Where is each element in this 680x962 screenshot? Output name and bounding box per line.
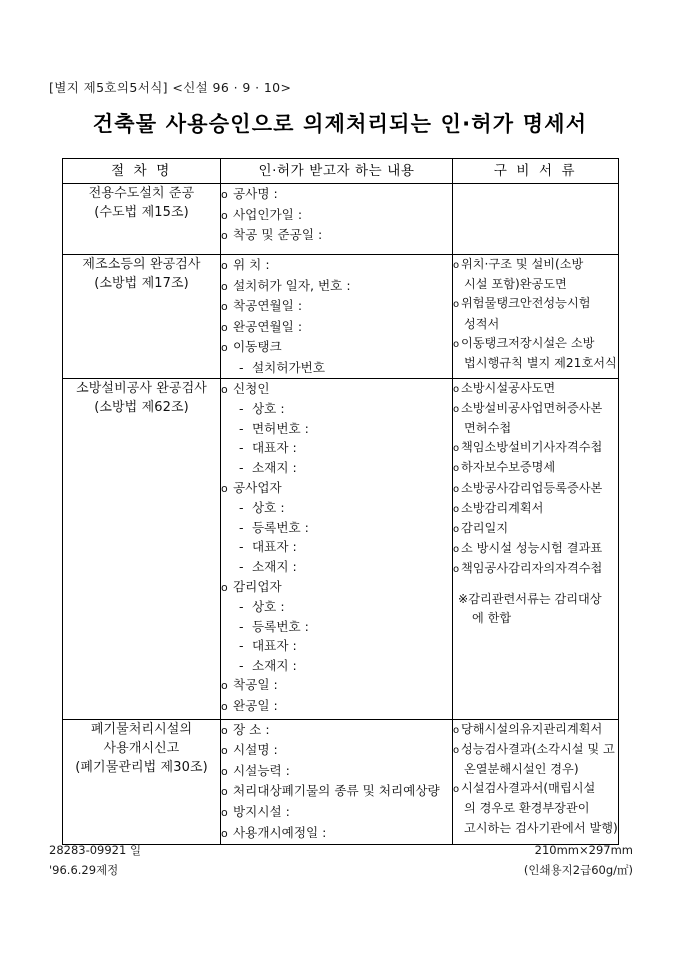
dash-bullet-icon: - [239,440,244,456]
procedure-line: 사용개시신고 [103,740,180,756]
circle-bullet-icon: o [221,723,228,737]
list-item [221,557,452,577]
list-item [221,438,452,458]
page-footer [49,840,633,880]
circle-bullet-icon: o [453,523,460,535]
list-item [221,656,452,676]
procedure-line: 제조소등의 완공검사 [82,257,201,272]
table-row [63,719,619,844]
circle-bullet-icon: o [453,299,460,311]
procedure-cell [63,719,221,844]
list-item [453,275,618,294]
list-item [221,296,452,317]
list-item-label: 시설능력 : [233,762,290,778]
procedure-line: (소방법 제17조) [94,276,189,291]
procedure-line: (폐기물관리법 제30조) [75,759,208,775]
list-item [453,559,618,579]
list-item [453,255,618,275]
list-item-label: 시설 포함)완공도면 [464,277,567,292]
list-item-label: 완공일 : [233,698,278,714]
item-list [221,184,452,246]
circle-bullet-icon: o [221,805,228,819]
list-item-label: 대표자 : [252,440,297,456]
list-item [221,379,452,400]
list-item [221,696,452,717]
item-list [221,379,452,717]
list-item [221,276,452,297]
documents-cell [453,719,619,844]
list-item [453,799,618,818]
list-item-label: 책임소방설비기사자격수첩 [461,440,603,455]
circle-bullet-icon: o [453,383,460,395]
procedure-line: 전용수도설치 준공 [88,186,195,201]
list-item-label: 위험물탱크안전성능시험 [461,296,591,311]
footer-doc-number: 28283-09921 일 [49,843,142,857]
list-item [453,519,618,539]
list-item [221,458,452,478]
circle-bullet-icon: o [221,229,228,243]
footer-row-top [49,840,633,860]
list-item-label: 시설검사결과서(매립시설 [461,781,596,796]
list-item [453,379,618,399]
list-item-label: 책임공사감리자의자격수첩 [461,561,603,576]
page-title: 건축물 사용승인으로 의제처리되는 인·허가 명세서 [92,112,588,136]
circle-bullet-icon: o [453,260,460,271]
circle-bullet-icon: o [221,826,228,840]
list-item [221,802,452,823]
item-list [453,255,618,373]
circle-bullet-icon: o [221,188,228,201]
list-item [453,819,618,838]
list-item [453,499,618,519]
documents-cell [453,255,619,379]
dash-bullet-icon: - [239,500,244,516]
procedure-line: 소방설비공사 완공검사 [76,380,207,396]
documents-cell [453,184,619,255]
list-item-label: 이동탱크저장시설은 소방 [461,335,595,350]
list-item-label: 방지시설 : [233,803,290,819]
list-item [221,675,452,696]
list-item [221,537,452,557]
list-item-label: 사업인가일 : [233,206,303,222]
list-item-label: 감리업자 [233,578,282,594]
procedure-cell [63,184,221,255]
list-item-label: 처리대상폐기물의 종류 및 처리예상량 [233,783,440,799]
circle-bullet-icon: o [453,544,460,556]
circle-bullet-icon: o [221,259,228,272]
list-item [453,779,618,799]
list-item-label: 착공 및 준공일 : [233,227,323,243]
content-cell [221,378,453,719]
table-row [63,255,619,379]
list-item [453,609,618,628]
list-item-label: 사용개시예정일 : [233,824,327,840]
circle-bullet-icon: o [453,744,460,756]
list-item-label: 상호 : [252,401,285,417]
table-header [63,159,619,184]
list-item-label: 신청인 [233,380,270,396]
list-item-label: 착공일 : [233,677,278,693]
list-item [453,294,618,314]
list-item-label: 설치허가번호 [252,359,325,375]
circle-bullet-icon: o [221,580,228,594]
content-cell [221,719,453,844]
list-item [221,761,452,782]
circle-bullet-icon: o [453,483,460,495]
footer-enactment-date: '96.6.29제정 [49,863,119,877]
list-item-label: 법시행규칙 별지 제21호서식 [464,356,617,371]
list-item [221,636,452,656]
list-item [221,205,452,226]
list-item-label: 등록번호 : [252,519,309,535]
list-item [221,399,452,419]
list-item-label: 감리일지 [461,520,509,535]
circle-bullet-icon: o [453,784,460,796]
list-item-label: 면허수첩 [464,420,512,435]
list-item-label: 대표자 : [252,539,297,555]
list-item-label: 소재지 : [252,657,297,673]
dash-bullet-icon: - [239,558,244,574]
procedure-line: (수도법 제15조) [94,205,189,220]
item-list [221,720,452,844]
list-item-label: 소재지 : [252,459,297,475]
procedure-line: 폐기물처리시설의 [90,721,193,737]
list-item-label: 성적서 [464,316,500,331]
circle-bullet-icon: o [221,300,228,314]
list-item-label: 이동탱크 [233,339,282,355]
circle-bullet-icon: o [453,403,460,415]
item-list [453,379,618,628]
list-item-label: 소방설비공사업면허증사본 [461,400,603,415]
footer-paper-size: 210mm×297mm [534,843,633,857]
list-item-label: 상호 : [252,500,285,516]
circle-bullet-icon: o [453,503,460,515]
circle-bullet-icon: o [453,724,460,736]
dash-bullet-icon: - [239,539,244,555]
list-item-label: 완공연월일 : [233,318,303,334]
circle-bullet-icon: o [221,279,228,293]
list-item [221,184,452,205]
circle-bullet-icon: o [221,382,228,396]
list-item [221,358,452,378]
list-item-label: 위치·구조 및 설비(소방 [461,257,584,271]
documents-cell [453,378,619,719]
list-item [221,597,452,617]
dash-bullet-icon: - [239,401,244,417]
list-item-label: 등록번호 : [252,618,309,634]
list-item [221,577,452,598]
list-item-label: 의 경우로 환경부장관이 [464,801,590,816]
list-item [221,225,452,246]
list-item [453,720,618,740]
list-item-label: 대표자 : [252,638,297,654]
table-row [63,184,619,255]
dash-bullet-icon: - [239,359,244,375]
dash-bullet-icon: - [239,599,244,615]
footer-row-bottom [49,860,633,880]
list-item-label: 에 한합 [472,610,512,625]
table-header-row [63,159,619,184]
list-item [453,760,618,779]
content-cell [221,184,453,255]
procedure-cell [63,378,221,719]
list-item [221,419,452,439]
list-item [221,720,452,741]
list-item [453,438,618,458]
item-list [453,720,618,838]
list-item-label: 온열분해시설인 경우) [464,761,579,776]
circle-bullet-icon: o [453,443,460,455]
column-header-procedure: 절 차 명 [63,159,221,184]
list-item [453,354,618,373]
list-item-label: 소재지 : [252,558,297,574]
circle-bullet-icon: o [221,744,228,758]
dash-bullet-icon: - [239,420,244,436]
list-item [221,781,452,802]
circle-bullet-icon: o [221,208,228,222]
list-item-label: 착공연월일 : [233,298,303,314]
list-item [453,399,618,419]
table-body [63,184,619,845]
list-item [453,458,618,478]
list-item [221,518,452,538]
circle-bullet-icon: o [221,481,228,495]
list-item-label: 공사업자 [233,479,282,495]
procedure-line: (소방법 제62조) [94,399,189,415]
dash-bullet-icon: - [239,657,244,673]
list-item [453,315,618,334]
list-item [221,617,452,637]
list-item-label: 당해시설의유지관리계획서 [461,721,603,736]
list-item-label: 상호 : [252,599,285,615]
list-item-label: 소방감리계획서 [461,500,544,515]
item-list [221,255,452,378]
list-item-label: 위 치 : [233,257,270,272]
circle-bullet-icon: o [221,785,228,799]
dash-bullet-icon: - [239,519,244,535]
dash-bullet-icon: - [239,459,244,475]
list-item [221,317,452,338]
list-item [453,334,618,354]
list-item [221,478,452,499]
list-item-label: 공사명 : [233,186,278,201]
circle-bullet-icon: o [221,341,228,355]
list-item [221,498,452,518]
list-item [453,539,618,559]
list-item [221,337,452,358]
table-row [63,378,619,719]
list-item [453,479,618,499]
dash-bullet-icon: - [239,618,244,634]
list-item [453,740,618,760]
list-item [453,419,618,438]
circle-bullet-icon: o [221,700,228,714]
list-item [221,740,452,761]
list-item-label: 소방시설공사도면 [461,380,556,395]
circle-bullet-icon: o [453,338,460,350]
list-item-label: 장 소 : [233,721,270,737]
circle-bullet-icon: o [453,564,460,576]
list-item-label: 소 방시설 성능시험 결과표 [461,541,603,556]
list-item-label: 하자보수보증명세 [461,460,556,475]
permit-specification-table [62,158,619,845]
list-item-label: 시설명 : [233,742,278,758]
circle-bullet-icon: o [453,463,460,475]
list-item-label: 면허번호 : [252,420,309,436]
list-item-label: 성능검사결과(소각시설 및 고 [461,741,615,756]
list-item-label: 설치허가 일자, 번호 : [233,277,351,293]
column-header-content: 인·허가 받고자 하는 내용 [221,159,453,184]
circle-bullet-icon: o [221,764,228,778]
list-item-label: 소방공사감리업등록증사본 [461,480,603,495]
column-header-documents: 구 비 서 류 [453,159,619,184]
list-item-label: 고시하는 검사기관에서 발행) [464,820,618,835]
form-code-label: [별지 제5호의5서식] <신설 96 · 9 · 10> [49,80,292,95]
content-cell [221,255,453,379]
footer-paper-grade: (인쇄용지2급60g/㎡) [523,863,633,877]
list-item [453,580,618,609]
circle-bullet-icon: o [221,320,228,334]
list-item [221,255,452,276]
circle-bullet-icon: o [221,679,228,693]
dash-bullet-icon: - [239,638,244,654]
list-item-label: ※감리관련서류는 감리대상 [458,591,602,606]
procedure-cell [63,255,221,379]
